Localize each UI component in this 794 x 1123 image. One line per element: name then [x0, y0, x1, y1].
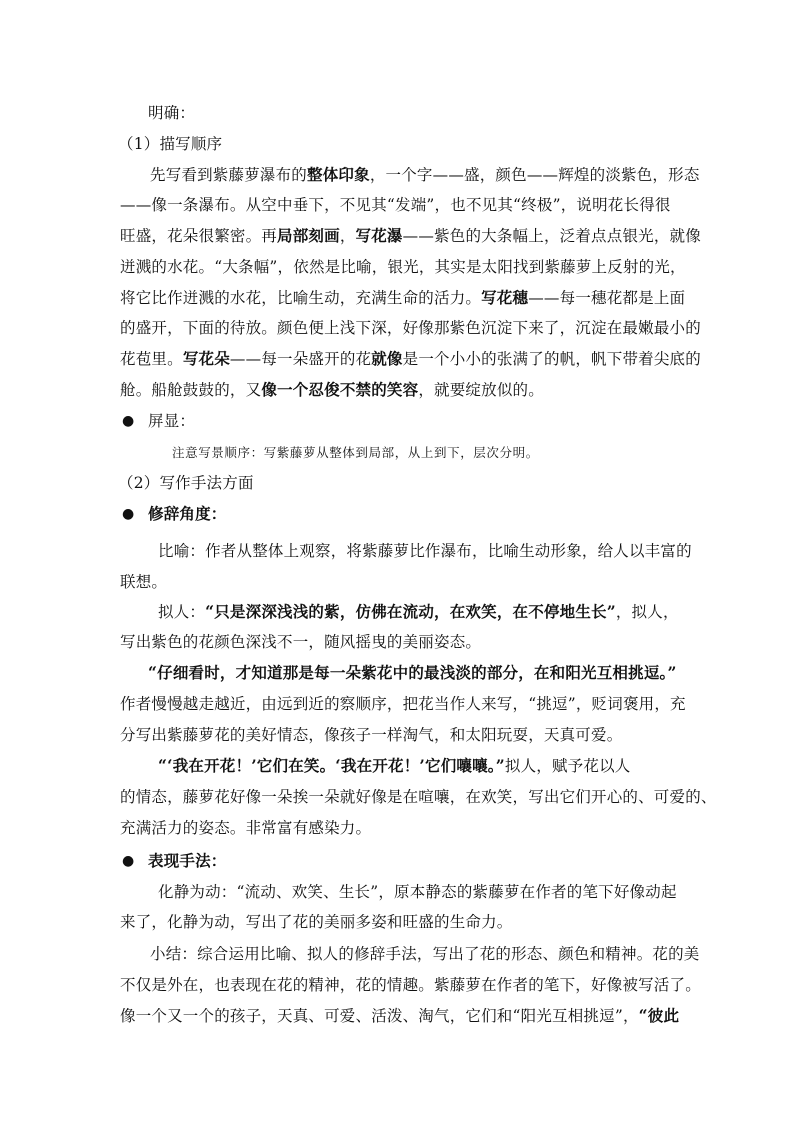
- p1-line-5: 将它比作迸溅的水花，比喻生动，充满生命的活力。写花穗——每一穗花都是上面: [120, 288, 686, 307]
- summary-line-2: 不仅是外在，也表现在花的精神，花的情趣。紫藤萝在作者的笔下，好像被写活了。: [120, 976, 701, 994]
- bullet-icon: ●: [122, 413, 135, 429]
- quote-kaihua-line-3: 充满活力的姿态。非常富有感染力。: [120, 819, 372, 837]
- p1-line-1: 先写看到紫藤萝瀑布的整体印象，一个字——盛，颜色——辉煌的淡紫色，形态: [150, 165, 700, 184]
- quote-zixi-line-1: “仔细看时，才知道那是每一朵紫花中的最浅淡的部分，在和阳光互相挑逗。”: [148, 663, 677, 682]
- quote-kaihua-line-2: 的情态，藤萝花好像一朵挨一朵就好像是在喧嚷，在欢笑，写出它们开心的、可爱的、: [120, 788, 717, 806]
- simile-line-1: 比喻：作者从整体上观察，将紫藤萝比作瀑布，比喻生动形象，给人以丰富的: [158, 542, 692, 560]
- p1-line-4: 迸溅的水花。“大条幅”，依然是比喻，银光，其实是太阳找到紫藤萝上反射的光，: [120, 258, 686, 276]
- pingxian-label: 屏显：: [148, 412, 196, 430]
- heading-mingque: 明确：: [148, 104, 196, 122]
- p1-line-2: ——像一条瀑布。从空中垂下，不见其“发端”，也不见其“终极”，说明花长得很: [120, 196, 671, 214]
- bullet-icon: ●: [122, 506, 135, 522]
- p1-line-3: 旺盛，花朵很繁密。再局部刻画，写花瀑——紫色的大条幅上，泛着点点银光，就像: [120, 226, 701, 245]
- technique-heading: 表现手法：: [148, 851, 227, 870]
- p1-line-7: 花苞里。写花朵——每一朵盛开的花就像是一个小小的张满了的帆，帆下带着尖底的: [120, 349, 701, 368]
- section1-title: （1）描写顺序: [118, 135, 223, 153]
- quote-kaihua-line-1: “‘我在开花！’它们在笑。‘我在开花！’它们嚷嚷。”拟人，赋予花以人: [158, 756, 631, 775]
- bullet-icon: ●: [122, 853, 135, 869]
- section2-title: （2）写作手法方面: [118, 474, 254, 492]
- p1-line-8: 舱。船舱鼓鼓的，又像一个忍俊不禁的笑容，就要绽放似的。: [120, 380, 544, 399]
- static-to-dynamic-line-1: 化静为动：“流动、欢笑、生长”，原本静态的紫藤萝在作者的笔下好像动起: [158, 883, 677, 901]
- quote-zixi-line-3: 分写出紫藤萝花的美好情态，像孩子一样淘气，和太阳玩耍，天真可爱。: [120, 726, 623, 744]
- summary-line-3: 像一个又一个的孩子，天真、可爱、活泼、淘气，它们和“阳光互相挑逗”，“彼此: [120, 1006, 680, 1025]
- personification-line-1: 拟人：“只是深深浅浅的紫，仿佛在流动，在欢笑，在不停地生长”，拟人，: [158, 602, 679, 621]
- personification-line-2: 写出紫色的花颜色深浅不一，随风摇曳的美丽姿态。: [120, 633, 482, 651]
- p1-line-6: 的盛开，下面的待放。颜色便上浅下深，好像那紫色沉淀下来了，沉淀在最嫩最小的: [120, 319, 701, 337]
- order-note: 注意写景顺序：写紫藤萝从整体到局部，从上到下，层次分明。: [172, 445, 539, 460]
- quote-zixi-line-2: 作者慢慢越走越近，由远到近的察顺序，把花当作人来写，“挑逗”，贬词褒用，充: [120, 695, 686, 713]
- rhetoric-heading: 修辞角度：: [148, 504, 227, 523]
- simile-line-2: 联想。: [120, 573, 168, 591]
- summary-line-1: 小结：综合运用比喻、拟人的修辞手法，写出了花的形态、颜色和精神。花的美: [150, 945, 700, 963]
- static-to-dynamic-line-2: 来了，化静为动，写出了花的美丽多姿和旺盛的生命力。: [120, 913, 513, 931]
